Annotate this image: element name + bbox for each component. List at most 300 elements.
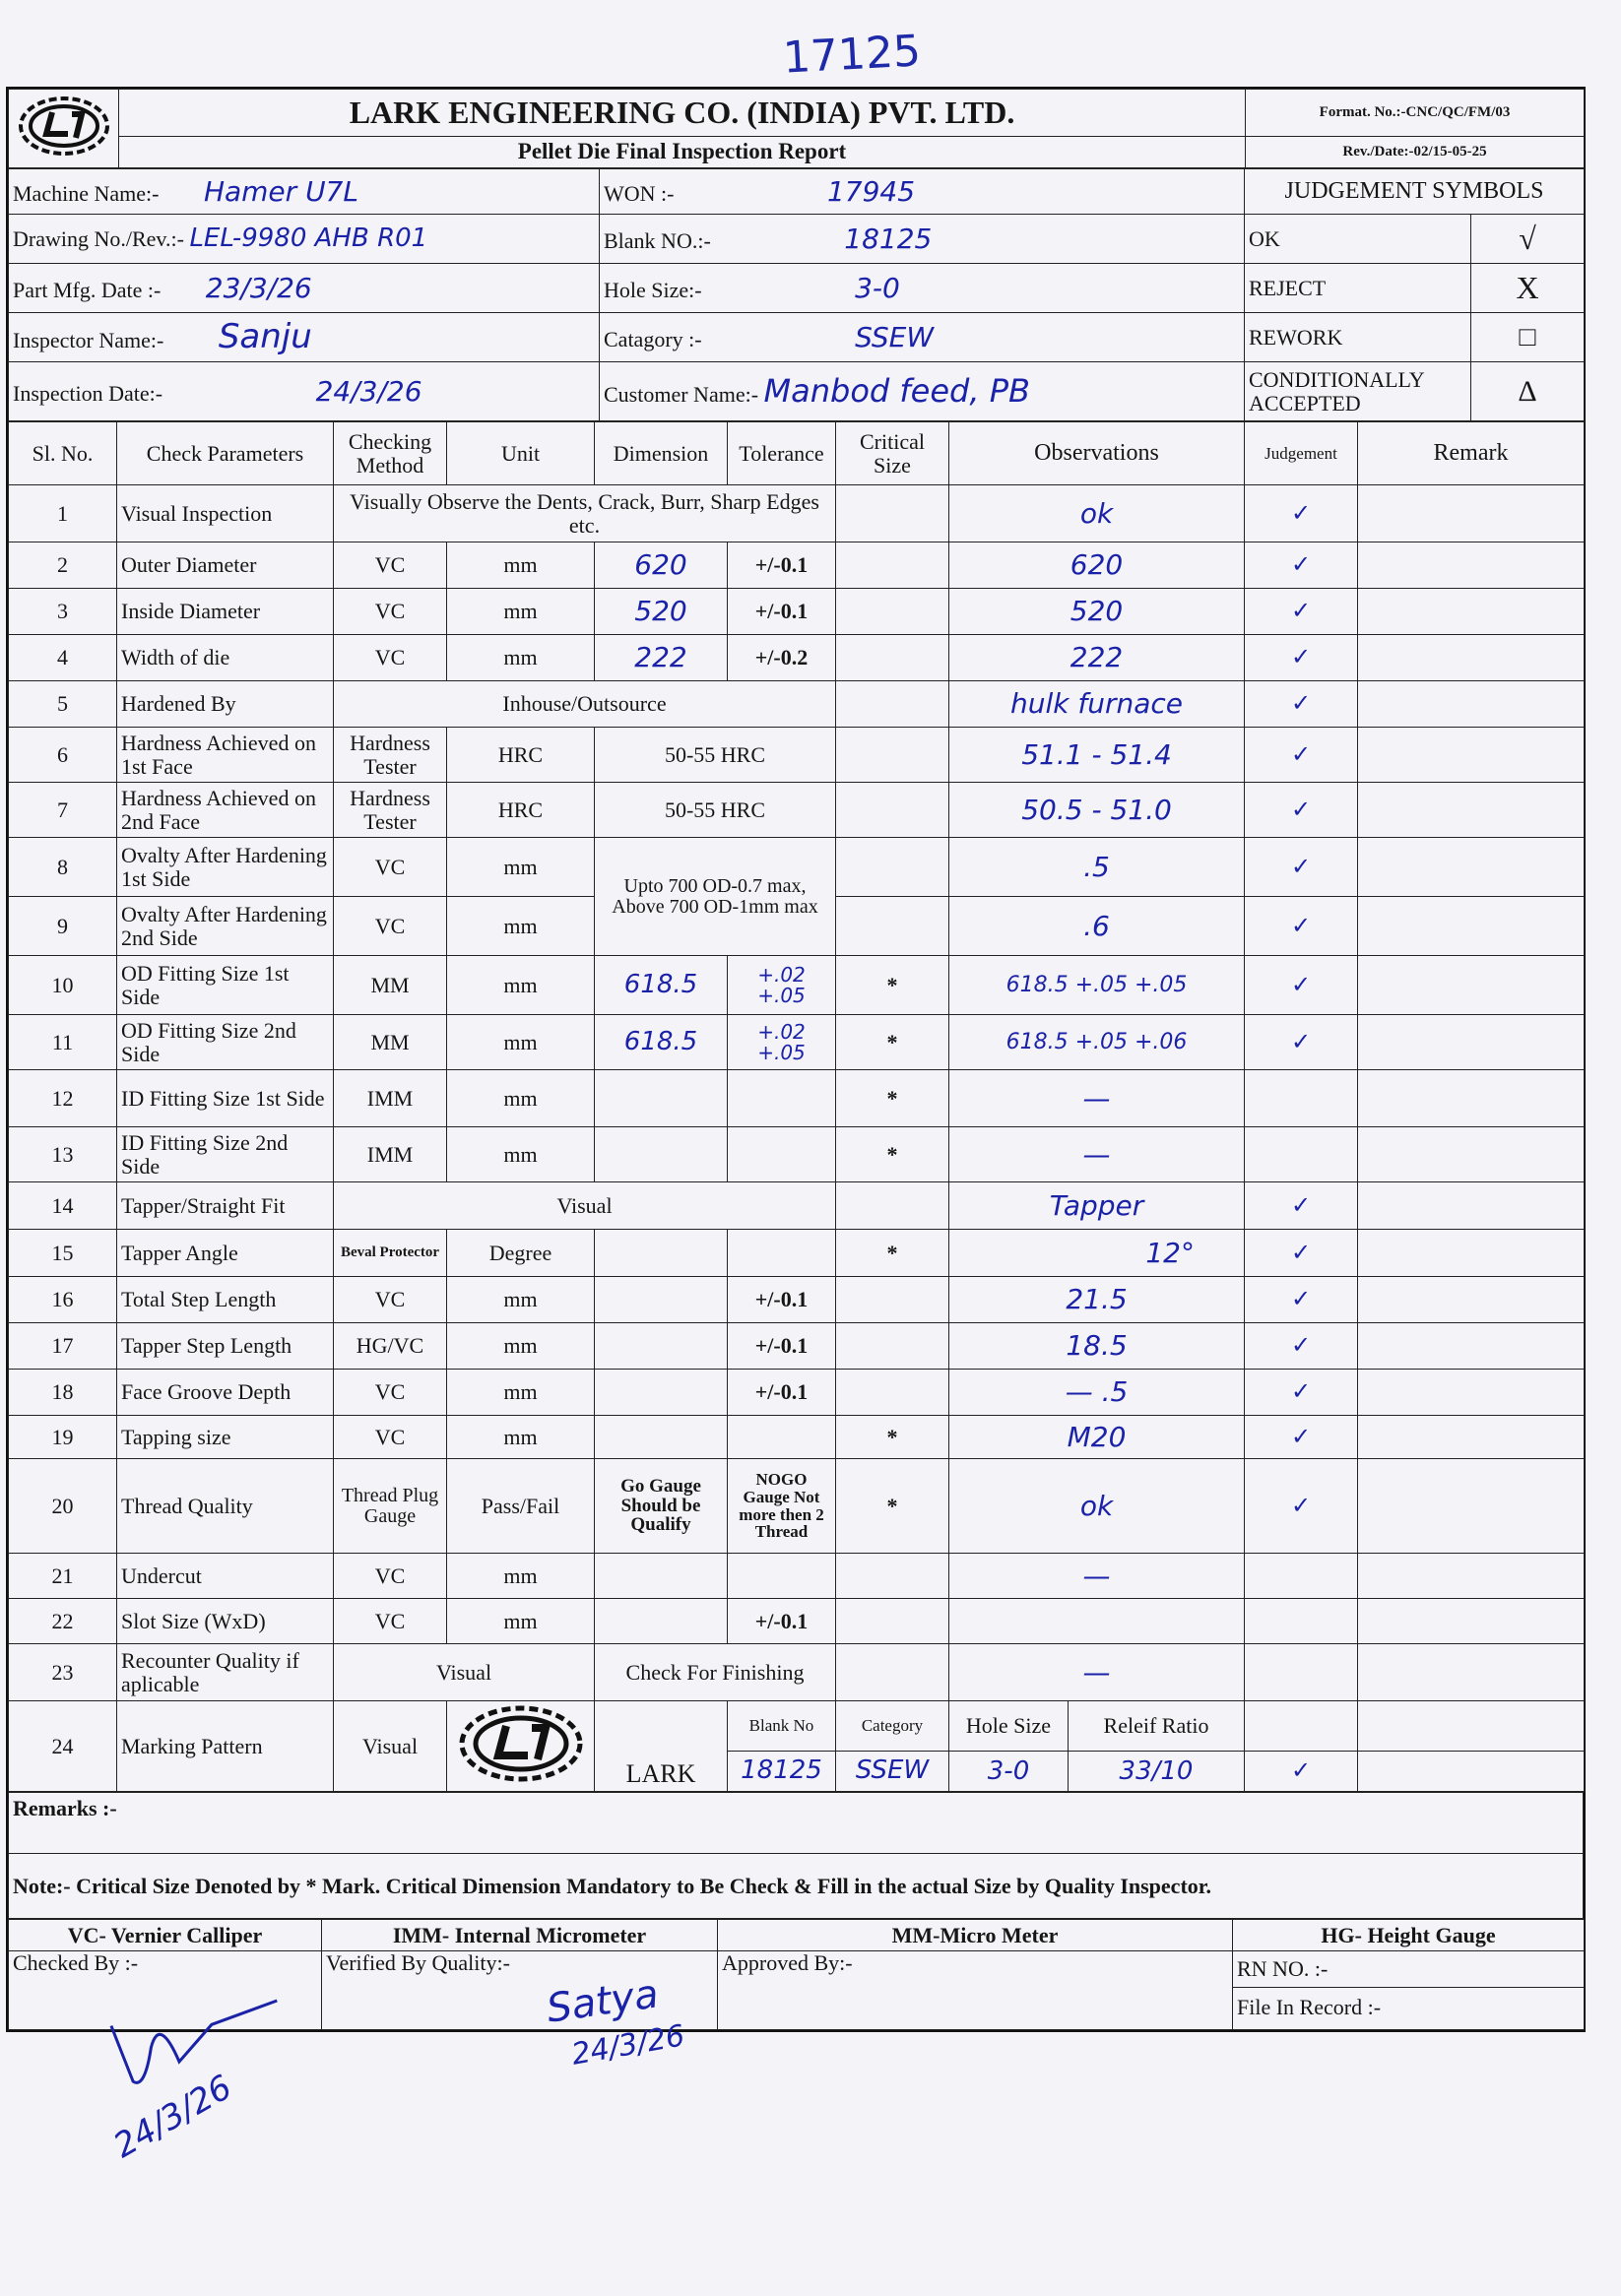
row-remark <box>1358 956 1585 1015</box>
row-dim <box>595 1127 728 1182</box>
row-tol: +.02 +.05 <box>728 1015 836 1070</box>
row-dimtol: 50-55 HRC <box>595 783 836 838</box>
table-row <box>9 542 1585 589</box>
customer-row <box>600 362 1245 421</box>
row-obs: — .5 <box>949 1370 1245 1416</box>
row-judgement: ✓ <box>1245 1416 1358 1459</box>
inspection-date-row <box>9 362 600 421</box>
row-tol <box>728 1554 836 1599</box>
judgement-reject-symbol: X <box>1471 264 1585 313</box>
row-remark <box>1358 1015 1585 1070</box>
judgement-symbols-title: JUDGEMENT SYMBOLS <box>1245 169 1585 215</box>
inspector-row <box>9 313 600 362</box>
row-judgement: ✓ <box>1245 1182 1358 1230</box>
row-unit: mm <box>447 1370 595 1416</box>
row-sl: 23 <box>9 1644 117 1701</box>
row-method: VC <box>334 589 447 635</box>
row-remark <box>1358 1323 1585 1370</box>
row-crit <box>836 681 949 728</box>
marking-header-releif: Releif Ratio <box>1103 1713 1209 1738</box>
row-crit <box>836 897 949 956</box>
row-dimtol: 50-55 HRC <box>595 728 836 783</box>
row-sl: 12 <box>9 1070 117 1127</box>
row-dim <box>595 1416 728 1459</box>
row-sl: 13 <box>9 1127 117 1182</box>
inspector-value: Sanju <box>218 316 312 356</box>
row-method: MM <box>334 1015 447 1070</box>
row-unit: mm <box>447 1277 595 1323</box>
row-unit: mm <box>447 1323 595 1370</box>
machine-name-row <box>9 169 600 215</box>
table-row <box>9 1644 1585 1701</box>
table-row <box>9 681 1585 728</box>
table-row <box>9 485 1585 542</box>
record-cell <box>1233 1951 1585 2030</box>
row-judgement: ✓ <box>1245 681 1358 728</box>
row-sl: 11 <box>9 1015 117 1070</box>
row-remark <box>1358 1127 1585 1182</box>
row-judgement: ✓ <box>1245 485 1358 542</box>
judgement-rework-symbol: □ <box>1471 313 1585 362</box>
row-param: Undercut <box>117 1554 334 1599</box>
row-crit <box>836 1277 949 1323</box>
row-remark <box>1358 1070 1585 1127</box>
drawing-value: LEL-9980 AHB R01 <box>189 223 428 253</box>
row-sl: 20 <box>9 1459 117 1554</box>
judgement-rework-label: REWORK <box>1245 313 1471 362</box>
checked-date: 24/3/26 <box>106 2067 239 2167</box>
table-row <box>9 1277 1585 1323</box>
row-param: Hardness Achieved on 2nd Face <box>117 783 334 838</box>
row-crit <box>836 1182 949 1230</box>
row-remark <box>1358 485 1585 542</box>
row-param: Hardness Achieved on 1st Face <box>117 728 334 783</box>
verified-by-label: Verified By Quality:- <box>322 1951 718 2030</box>
row-unit: mm <box>447 1015 595 1070</box>
row-unit: HRC <box>447 783 595 838</box>
table-row <box>9 589 1585 635</box>
row-remark <box>1358 897 1585 956</box>
col-judgement: Judgement <box>1245 422 1358 485</box>
marking-logo <box>447 1701 595 1792</box>
row-method: VC <box>334 1277 447 1323</box>
row-dim: 520 <box>595 589 728 635</box>
row-crit <box>836 1644 949 1701</box>
row-sl: 14 <box>9 1182 117 1230</box>
row-judgement: ✓ <box>1245 635 1358 681</box>
row-obs: — <box>949 1554 1245 1599</box>
company-name: LARK ENGINEERING CO. (INDIA) PVT. LTD. <box>119 90 1246 137</box>
mfg-date-value: 23/3/26 <box>205 271 312 304</box>
table-row <box>9 1127 1585 1182</box>
row-dim <box>595 1370 728 1416</box>
table-row <box>9 1370 1585 1416</box>
row-sl: 6 <box>9 728 117 783</box>
row-obs: 520 <box>949 589 1245 635</box>
customer-value: Manbod feed, PB <box>763 371 1030 410</box>
row-sl: 2 <box>9 542 117 589</box>
col-unit: Unit <box>447 422 595 485</box>
marking-empty <box>1358 1752 1585 1792</box>
row-method: IMM <box>334 1127 447 1182</box>
marking-hole-releif-headers <box>949 1701 1245 1752</box>
row-param: Ovalty After Hardening 2nd Side <box>117 897 334 956</box>
row-remark <box>1358 1599 1585 1644</box>
row-dim: 620 <box>595 542 728 589</box>
row-sl: 19 <box>9 1416 117 1459</box>
table-row <box>9 1554 1585 1599</box>
marking-empty <box>1358 1701 1585 1752</box>
hole-row <box>600 264 1245 313</box>
verified-signature: Satya <box>544 1971 662 2032</box>
rn-no-label: RN NO. :- <box>1233 1951 1584 1988</box>
row-crit: * <box>836 1127 949 1182</box>
report-frame <box>6 87 1586 2032</box>
row-param: Tapper/Straight Fit <box>117 1182 334 1230</box>
row-remark <box>1358 1182 1585 1230</box>
row-obs: 618.5 +.05 +.06 <box>949 1015 1245 1070</box>
legend-vc: VC- Vernier Calliper <box>9 1920 322 1951</box>
row-param: Tapper Angle <box>117 1230 334 1277</box>
row-tol <box>728 1070 836 1127</box>
row-remark <box>1358 542 1585 589</box>
row-dim: 222 <box>595 635 728 681</box>
row-sl: 16 <box>9 1277 117 1323</box>
table-row <box>9 1182 1585 1230</box>
row-remark <box>1358 635 1585 681</box>
remarks-block <box>8 1792 1584 1919</box>
lark-logo-icon <box>457 1702 585 1785</box>
row-obs <box>949 1599 1245 1644</box>
col-tolerance: Tolerance <box>728 422 836 485</box>
row-sl: 8 <box>9 838 117 897</box>
marking-lark: LARK <box>595 1701 728 1792</box>
row-remark <box>1358 589 1585 635</box>
row-crit <box>836 485 949 542</box>
marking-header-blank: Blank No <box>728 1701 836 1752</box>
col-dimension: Dimension <box>595 422 728 485</box>
row-crit <box>836 783 949 838</box>
row-crit: * <box>836 1416 949 1459</box>
row-judgement: ✓ <box>1245 956 1358 1015</box>
row-unit: mm <box>447 1127 595 1182</box>
row-param: Thread Quality <box>117 1459 334 1554</box>
row-obs: 618.5 +.05 +.05 <box>949 956 1245 1015</box>
row-judgement <box>1245 1644 1358 1701</box>
row-dimtol: Check For Finishing <box>595 1644 836 1701</box>
row-judgement: ✓ <box>1245 728 1358 783</box>
format-number: Format. No.:-CNC/QC/FM/03 <box>1246 90 1585 137</box>
row-obs: — <box>949 1644 1245 1701</box>
row-tol: +/-0.1 <box>728 1370 836 1416</box>
table-row <box>9 1015 1585 1070</box>
row-dim <box>595 1323 728 1370</box>
table-row <box>9 783 1585 838</box>
row-param: Hardened By <box>117 681 334 728</box>
row-crit: * <box>836 1459 949 1554</box>
table-row <box>9 1070 1585 1127</box>
row-obs: hulk furnace <box>949 681 1245 728</box>
info-block <box>8 168 1585 421</box>
judgement-ok-label: OK <box>1245 215 1471 264</box>
row-unit: mm <box>447 589 595 635</box>
category-label: Catagory :- <box>604 326 702 351</box>
row-method: Beval Protector <box>334 1230 447 1277</box>
row-crit: * <box>836 1070 949 1127</box>
remarks-label: Remarks :- <box>9 1793 1584 1854</box>
row-tol: NOGO Gauge Not more then 2 Thread <box>728 1459 836 1554</box>
document-number: 17125 <box>781 26 923 84</box>
row-method: VC <box>334 635 447 681</box>
inspection-table <box>8 421 1585 1792</box>
inspection-date-label: Inspection Date:- <box>13 380 163 406</box>
row-obs: — <box>949 1070 1245 1127</box>
row-crit: * <box>836 1230 949 1277</box>
row-tol: +/-0.2 <box>728 635 836 681</box>
row-unit: Pass/Fail <box>447 1459 595 1554</box>
row-param: Width of die <box>117 635 334 681</box>
row-obs: — <box>949 1127 1245 1182</box>
table-row <box>9 838 1585 897</box>
row-param: Recounter Quality if aplicable <box>117 1644 334 1701</box>
row-crit <box>836 838 949 897</box>
row-obs: ok <box>949 485 1245 542</box>
row-obs: 51.1 - 51.4 <box>949 728 1245 783</box>
row-crit: * <box>836 956 949 1015</box>
row-judgement: ✓ <box>1245 897 1358 956</box>
col-remark: Remark <box>1358 422 1585 485</box>
row-param: Slot Size (WxD) <box>117 1599 334 1644</box>
row-method: IMM <box>334 1070 447 1127</box>
row-sl: 1 <box>9 485 117 542</box>
row-param: Outer Diameter <box>117 542 334 589</box>
table-row <box>9 956 1585 1015</box>
row-merged: Visual <box>334 1182 836 1230</box>
row-obs: ok <box>949 1459 1245 1554</box>
row-judgement: ✓ <box>1245 542 1358 589</box>
file-in-record-label: File In Record :- <box>1237 1995 1382 2019</box>
legend-imm: IMM- Internal Micrometer <box>322 1920 718 1951</box>
row-sl: 17 <box>9 1323 117 1370</box>
row-obs: .6 <box>949 897 1245 956</box>
row-obs: 222 <box>949 635 1245 681</box>
table-row <box>9 1230 1585 1277</box>
marking-value-hole: 3-0 <box>949 1752 1069 1791</box>
row-remark <box>1358 1416 1585 1459</box>
row-crit <box>836 1370 949 1416</box>
marking-value-blank: 18125 <box>728 1752 836 1792</box>
row-unit: mm <box>447 1554 595 1599</box>
table-row <box>9 1701 1585 1752</box>
table-row <box>9 1323 1585 1370</box>
row-param: Ovalty After Hardening 1st Side <box>117 838 334 897</box>
row-obs: 18.5 <box>949 1323 1245 1370</box>
critical-note: Note:- Critical Size Denoted by * Mark. Critical Dimension Mandatory to Be Check & Fill in the actual Size by Quality Inspector. <box>9 1854 1584 1919</box>
row-judgement <box>1245 1127 1358 1182</box>
row-judgement: ✓ <box>1245 838 1358 897</box>
row-remark <box>1358 1644 1585 1701</box>
row-obs: 50.5 - 51.0 <box>949 783 1245 838</box>
row-judgement <box>1245 1599 1358 1644</box>
row-method-unit: Visual <box>334 1644 595 1701</box>
marking-value-category: SSEW <box>836 1752 949 1792</box>
row-method: Hardness Tester <box>334 783 447 838</box>
judgement-ok-symbol: √ <box>1471 215 1585 264</box>
row-method: MM <box>334 956 447 1015</box>
verified-date: 24/3/26 <box>568 2018 687 2073</box>
customer-label: Customer Name:- <box>604 381 759 407</box>
row-method: VC <box>334 1370 447 1416</box>
row-remark <box>1358 838 1585 897</box>
row-judgement: ✓ <box>1245 1277 1358 1323</box>
row-dim <box>595 1277 728 1323</box>
row-method: Hardness Tester <box>334 728 447 783</box>
row-sl: 5 <box>9 681 117 728</box>
row-dim <box>595 1070 728 1127</box>
marking-hole-releif-values <box>949 1752 1245 1792</box>
row-sl: 9 <box>9 897 117 956</box>
row-tol <box>728 1416 836 1459</box>
row-unit: HRC <box>447 728 595 783</box>
row-dim <box>595 1230 728 1277</box>
row-judgement: ✓ <box>1245 783 1358 838</box>
col-checking-method: Checking Method <box>334 422 447 485</box>
drawing-row <box>9 215 600 264</box>
won-row <box>600 169 1245 215</box>
category-value: SSEW <box>855 320 935 353</box>
row-sl: 24 <box>9 1701 117 1792</box>
row-dim <box>595 1599 728 1644</box>
row-method: VC <box>334 838 447 897</box>
col-check-parameters: Check Parameters <box>117 422 334 485</box>
judgement-reject-label: REJECT <box>1245 264 1471 313</box>
row-judgement: ✓ <box>1245 589 1358 635</box>
row-judgement: ✓ <box>1245 1230 1358 1277</box>
row-param: Visual Inspection <box>117 485 334 542</box>
row-param: Total Step Length <box>117 1277 334 1323</box>
marking-judgement: ✓ <box>1245 1752 1358 1792</box>
row-unit: mm <box>447 542 595 589</box>
row-unit: mm <box>447 897 595 956</box>
row-remark <box>1358 1370 1585 1416</box>
row-param: Tapping size <box>117 1416 334 1459</box>
mfg-date-row <box>9 264 600 313</box>
row-crit <box>836 1323 949 1370</box>
marking-value-releif: 33/10 <box>1119 1756 1194 1786</box>
row-tol: +/-0.1 <box>728 1323 836 1370</box>
row-unit: mm <box>447 635 595 681</box>
row-tol: +/-0.1 <box>728 542 836 589</box>
row-obs: .5 <box>949 838 1245 897</box>
machine-name-value: Hamer U7L <box>203 174 358 208</box>
row-method: VC <box>334 897 447 956</box>
col-critical-size: Critical Size <box>836 422 949 485</box>
row-sl: 18 <box>9 1370 117 1416</box>
category-row <box>600 313 1245 362</box>
row-remark <box>1358 1230 1585 1277</box>
row-obs: M20 <box>949 1416 1245 1459</box>
row-param: Face Groove Depth <box>117 1370 334 1416</box>
row-dimtol: Upto 700 OD-0.7 max, Above 700 OD-1mm max <box>595 838 836 956</box>
row-remark <box>1358 681 1585 728</box>
legend-hg: HG- Height Gauge <box>1233 1920 1585 1951</box>
row-dim: 618.5 <box>595 1015 728 1070</box>
header-block <box>8 89 1585 168</box>
table-row <box>9 728 1585 783</box>
marking-header-hole: Hole Size <box>949 1701 1069 1751</box>
won-value: 17945 <box>826 174 916 208</box>
row-remark <box>1358 783 1585 838</box>
row-unit: mm <box>447 1070 595 1127</box>
row-param: ID Fitting Size 1st Side <box>117 1070 334 1127</box>
row-param: ID Fitting Size 2nd Side <box>117 1127 334 1182</box>
report-title: Pellet Die Final Inspection Report <box>119 137 1246 168</box>
row-crit: * <box>836 1015 949 1070</box>
row-remark <box>1358 1277 1585 1323</box>
approved-by-label: Approved By:- <box>718 1951 1233 2030</box>
row-judgement <box>1245 1070 1358 1127</box>
row-unit: mm <box>447 1599 595 1644</box>
mfg-date-label: Part Mfg. Date :- <box>13 277 162 302</box>
row-method: VC <box>334 1554 447 1599</box>
marking-header-category: Category <box>836 1701 949 1752</box>
row-remark <box>1358 1459 1585 1554</box>
row-remark <box>1358 1554 1585 1599</box>
row-judgement <box>1245 1554 1358 1599</box>
col-sl-no: Sl. No. <box>9 422 117 485</box>
marking-empty <box>1245 1701 1358 1752</box>
table-row <box>9 1416 1585 1459</box>
row-judgement: ✓ <box>1245 1015 1358 1070</box>
blank-value: 18125 <box>844 222 933 255</box>
company-logo <box>9 90 119 168</box>
row-remark <box>1358 728 1585 783</box>
row-merged: Visually Observe the Dents, Crack, Burr, Sharp Edges etc. <box>334 485 836 542</box>
row-method: Thread Plug Gauge <box>334 1459 447 1554</box>
row-sl: 22 <box>9 1599 117 1644</box>
row-dim <box>595 1554 728 1599</box>
judgement-conditional-label: CONDITIONALLY ACCEPTED <box>1245 362 1471 421</box>
row-obs: 21.5 <box>949 1277 1245 1323</box>
row-param: Tapper Step Length <box>117 1323 334 1370</box>
drawing-label: Drawing No./Rev.:- <box>13 225 184 251</box>
table-row <box>9 635 1585 681</box>
row-param: Marking Pattern <box>117 1701 334 1792</box>
row-sl: 21 <box>9 1554 117 1599</box>
row-judgement: ✓ <box>1245 1459 1358 1554</box>
row-param: OD Fitting Size 1st Side <box>117 956 334 1015</box>
row-unit: mm <box>447 956 595 1015</box>
table-row <box>9 1599 1585 1644</box>
row-crit <box>836 542 949 589</box>
row-dim: Go Gauge Should be Qualify <box>595 1459 728 1554</box>
row-unit: mm <box>447 838 595 897</box>
row-crit <box>836 728 949 783</box>
inspector-label: Inspector Name:- <box>13 327 164 352</box>
row-method: HG/VC <box>334 1323 447 1370</box>
row-crit <box>836 1554 949 1599</box>
row-unit: mm <box>447 1416 595 1459</box>
table-header-row <box>9 422 1585 485</box>
row-judgement: ✓ <box>1245 1370 1358 1416</box>
row-crit <box>836 1599 949 1644</box>
row-method: Visual <box>334 1701 447 1792</box>
row-sl: 3 <box>9 589 117 635</box>
row-tol: +/-0.1 <box>728 589 836 635</box>
row-tol: +.02 +.05 <box>728 956 836 1015</box>
row-obs: 12° <box>949 1230 1245 1277</box>
col-observations: Observations <box>949 422 1245 485</box>
